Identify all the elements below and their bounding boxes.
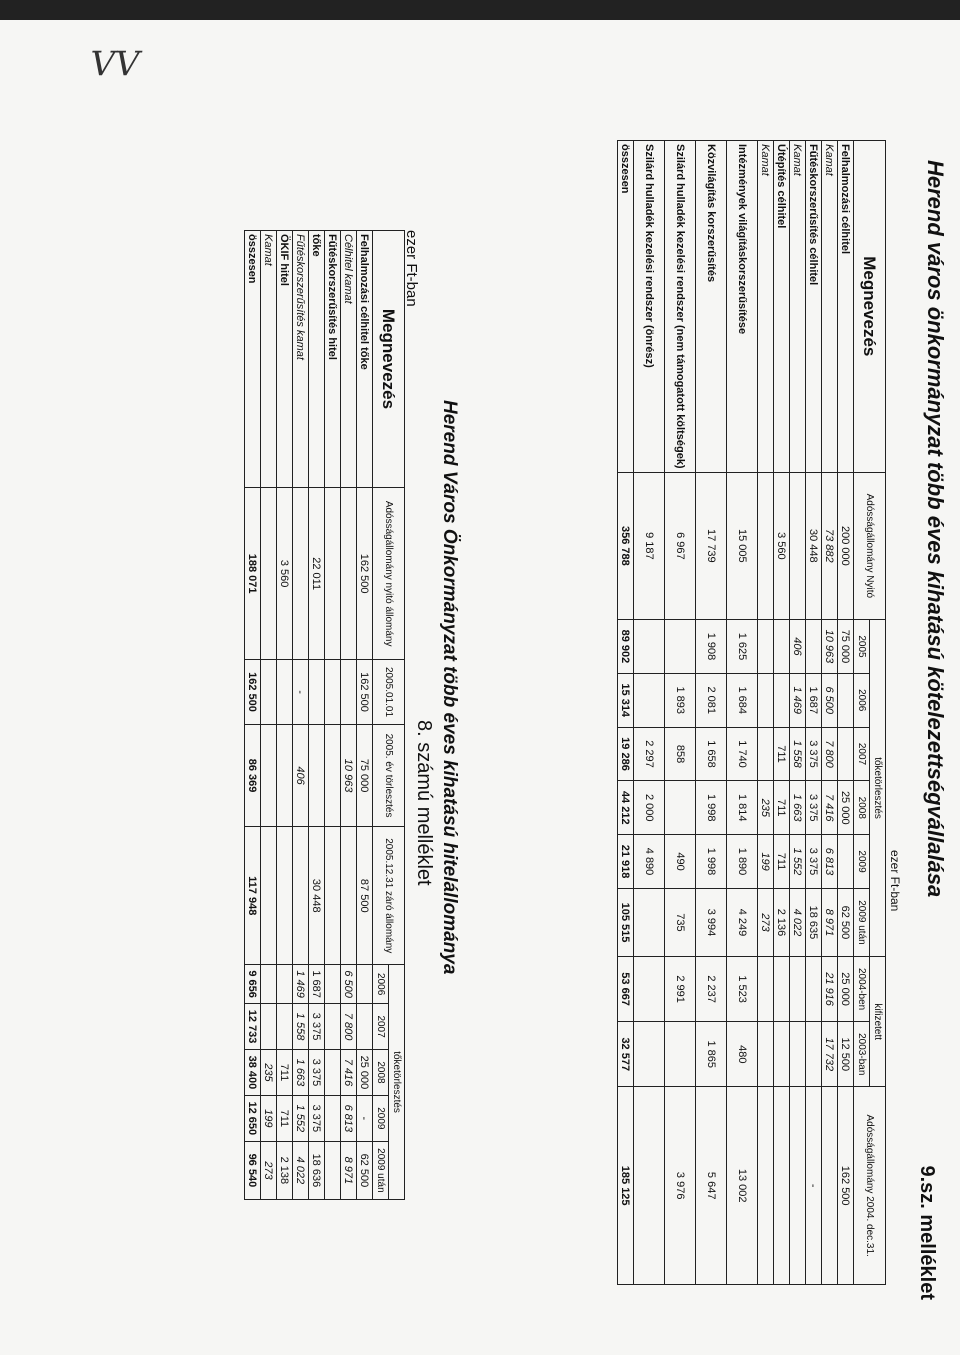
cell-value: 1 558 <box>790 727 806 781</box>
cell-value: 1 552 <box>293 1095 309 1141</box>
col-paid-year: 2004-ben <box>854 957 870 1022</box>
cell-value <box>758 957 774 1022</box>
cell-value: 44 212 <box>618 781 634 835</box>
cell-value: 15 005 <box>727 472 758 619</box>
col-open-header: Adósságállomány Nyitó <box>854 472 886 619</box>
cell-value: - <box>357 1095 373 1141</box>
cell-value: 1 908 <box>696 620 727 674</box>
cell-value: 1 890 <box>727 835 758 889</box>
cell-value: 199 <box>758 835 774 889</box>
cell-value: 1 998 <box>696 835 727 889</box>
cell-value: 38 400 <box>245 1050 261 1096</box>
cell-value <box>838 673 854 727</box>
col-header: 2005. év törlesztés <box>373 724 405 827</box>
row-label: Fűtéskorszerűsítés célhitel <box>806 141 822 473</box>
cell-value: 273 <box>758 888 774 956</box>
cell-value <box>634 957 665 1022</box>
cell-value: 162 500 <box>245 660 261 724</box>
annex-label: 9.sz. melléklet <box>916 1165 938 1300</box>
row-label: Fűtéskorszerűsítés kamat <box>293 231 309 488</box>
cell-value: 10 963 <box>822 620 838 674</box>
cell-value: 3 994 <box>696 888 727 956</box>
cell-value: 235 <box>758 781 774 835</box>
cell-value: 7 416 <box>822 781 838 835</box>
cell-value <box>774 673 790 727</box>
table-row <box>261 231 277 1200</box>
cell-value: 1 684 <box>727 673 758 727</box>
col-header: Adósságállomány nyitó állomány <box>373 488 405 660</box>
cell-value <box>838 835 854 889</box>
cell-value: 1 552 <box>790 835 806 889</box>
col-group-repay: tőketörlesztés <box>389 965 405 1200</box>
cell-value: 480 <box>727 1022 758 1087</box>
cell-value <box>277 965 293 1004</box>
cell-value: 17 732 <box>822 1022 838 1087</box>
cell-value: 86 369 <box>245 724 261 827</box>
cell-value <box>357 965 373 1004</box>
cell-value: 6 967 <box>665 472 696 619</box>
cell-value: 711 <box>774 835 790 889</box>
cell-value <box>325 1141 341 1199</box>
cell-value <box>325 1095 341 1141</box>
cell-value <box>790 472 806 619</box>
cell-value: 162 500 <box>357 660 373 724</box>
cell-value <box>806 957 822 1022</box>
cell-value: 8 971 <box>341 1141 357 1199</box>
cell-value: 9 656 <box>245 965 261 1004</box>
cell-value: 1 625 <box>727 620 758 674</box>
table-row <box>758 141 774 1285</box>
cell-value: 235 <box>261 1050 277 1096</box>
cell-value: 162 500 <box>838 1087 854 1285</box>
row-label: Kamat <box>758 141 774 473</box>
col-year: 2009 <box>854 835 870 889</box>
cell-value <box>293 488 309 660</box>
cell-value: 62 500 <box>838 888 854 956</box>
cell-value: 30 448 <box>309 827 325 965</box>
col-year: 2006 <box>854 673 870 727</box>
cell-value: 2 991 <box>665 957 696 1022</box>
cell-value <box>758 727 774 781</box>
cell-value: 105 515 <box>618 888 634 956</box>
cell-value: 3 560 <box>277 488 293 660</box>
cell-value <box>758 1022 774 1087</box>
cell-value <box>806 1022 822 1087</box>
doc-title: Herend város önkormányzat több éves kihatású kötelezettségvállalása <box>923 160 948 898</box>
cell-value: 185 125 <box>618 1087 634 1285</box>
unit-label: ezer Ft-ban <box>888 850 902 912</box>
cell-value <box>325 488 341 660</box>
cell-value: 12 500 <box>838 1022 854 1087</box>
row-label: ÖKIF hitel <box>277 231 293 488</box>
col-year: 2005 <box>854 620 870 674</box>
cell-value: 3 375 <box>309 1095 325 1141</box>
doc2-title: Herend Város Önkormányzat több éves kihatású hitelállománya <box>439 400 460 975</box>
row-label: Közvilágítás korszerűsítés <box>696 141 727 473</box>
col-name-header: Megnevezés <box>373 231 405 488</box>
col-year: 2007 <box>373 1004 389 1050</box>
cell-value <box>341 488 357 660</box>
cell-value <box>309 724 325 827</box>
cell-value: 188 071 <box>245 488 261 660</box>
col-year: 2009 után <box>854 888 870 956</box>
table-row <box>634 141 665 1285</box>
cell-value <box>341 827 357 965</box>
cell-value: 6 813 <box>822 835 838 889</box>
cell-value: 89 902 <box>618 620 634 674</box>
cell-value: 490 <box>665 835 696 889</box>
cell-value: 9 187 <box>634 472 665 619</box>
row-label: Intézmények világításkorszerűsítése <box>727 141 758 473</box>
cell-value <box>634 620 665 674</box>
cell-value: 17 739 <box>696 472 727 619</box>
cell-value: 3 976 <box>665 1087 696 1285</box>
row-label: Kamat <box>822 141 838 473</box>
cell-value <box>758 673 774 727</box>
cell-value <box>277 660 293 724</box>
cell-value: 18 635 <box>806 888 822 956</box>
row-label: Kamat <box>790 141 806 473</box>
table-row <box>806 141 822 1285</box>
annex2-label: 8. számú melléklet <box>413 720 435 886</box>
cell-value: 356 788 <box>618 472 634 619</box>
cell-value: 22 011 <box>309 488 325 660</box>
cell-value: 21 918 <box>618 835 634 889</box>
col-year: 2008 <box>854 781 870 835</box>
commitments-table-body <box>618 141 854 1285</box>
cell-value <box>838 727 854 781</box>
cell-value: 1 663 <box>293 1050 309 1096</box>
cell-value: 858 <box>665 727 696 781</box>
cell-value: 2 000 <box>634 781 665 835</box>
cell-value: 1 523 <box>727 957 758 1022</box>
cell-value <box>806 620 822 674</box>
cell-value <box>261 660 277 724</box>
cell-value <box>822 1087 838 1285</box>
cell-value: 4 249 <box>727 888 758 956</box>
row-label: Fűtéskorszerűsítés hitel <box>325 231 341 488</box>
cell-value: 62 500 <box>357 1141 373 1199</box>
table-row <box>774 141 790 1285</box>
cell-value: 3 375 <box>806 835 822 889</box>
cell-value: 25 000 <box>838 957 854 1022</box>
row-label: Kamat <box>261 231 277 488</box>
cell-value: 5 647 <box>696 1087 727 1285</box>
handwritten-mark: VV <box>90 44 140 85</box>
cell-value: 19 286 <box>618 727 634 781</box>
cell-value: 1 740 <box>727 727 758 781</box>
cell-value: 3 375 <box>806 781 822 835</box>
scan-edge <box>0 0 960 20</box>
col-year: 2008 <box>373 1050 389 1096</box>
cell-value <box>293 827 309 965</box>
cell-value: - <box>806 1087 822 1285</box>
cell-value <box>758 472 774 619</box>
cell-value <box>277 827 293 965</box>
cell-value: 12 733 <box>245 1004 261 1050</box>
cell-value: 53 667 <box>618 957 634 1022</box>
cell-value <box>341 660 357 724</box>
col-year: 2006 <box>373 965 389 1004</box>
cell-value <box>357 1004 373 1050</box>
cell-value: 1 865 <box>696 1022 727 1087</box>
cell-value <box>325 660 341 724</box>
col-group-paid: kifizetett <box>870 957 886 1087</box>
cell-value <box>665 781 696 835</box>
cell-value: 117 948 <box>245 827 261 965</box>
cell-value <box>758 620 774 674</box>
table-row <box>293 231 309 1200</box>
loans-table <box>244 230 405 1200</box>
cell-value: 406 <box>293 724 309 827</box>
cell-value <box>634 1022 665 1087</box>
cell-value: 1 687 <box>806 673 822 727</box>
cell-value: 1 663 <box>790 781 806 835</box>
row-label: Útépítés célhitel <box>774 141 790 473</box>
cell-value: 75 000 <box>357 724 373 827</box>
loans-table-body <box>245 231 373 1200</box>
cell-value <box>309 660 325 724</box>
cell-value <box>774 1022 790 1087</box>
cell-value <box>790 1022 806 1087</box>
cell-value <box>634 1087 665 1285</box>
table-row <box>838 141 854 1285</box>
cell-value: 1 998 <box>696 781 727 835</box>
cell-value <box>758 1087 774 1285</box>
cell-value: 10 963 <box>341 724 357 827</box>
cell-value: 3 560 <box>774 472 790 619</box>
col-year: 2009 után <box>373 1141 389 1199</box>
cell-value: 711 <box>774 781 790 835</box>
cell-value <box>261 488 277 660</box>
cell-value: 1 469 <box>790 673 806 727</box>
col-name-header: Megnevezés <box>854 141 886 473</box>
cell-value: 273 <box>261 1141 277 1199</box>
cell-value: - <box>293 660 309 724</box>
table-row <box>790 141 806 1285</box>
col-header: 2005.12.31 záró állomány <box>373 827 405 965</box>
cell-value: 4 890 <box>634 835 665 889</box>
cell-value: 6 500 <box>822 673 838 727</box>
cell-value <box>634 673 665 727</box>
cell-value <box>665 1022 696 1087</box>
row-label: összesen <box>618 141 634 473</box>
cell-value <box>774 620 790 674</box>
row-label: Felhalmozási célhitel <box>838 141 854 473</box>
cell-value <box>790 957 806 1022</box>
cell-value: 2 136 <box>774 888 790 956</box>
table-row <box>357 231 373 1200</box>
col-header: 2005.01.01 <box>373 660 405 724</box>
cell-value <box>774 1087 790 1285</box>
cell-value: 25 000 <box>357 1050 373 1096</box>
cell-value: 2 297 <box>634 727 665 781</box>
cell-value: 1 558 <box>293 1004 309 1050</box>
col-year: 2009 <box>373 1095 389 1141</box>
cell-value <box>325 724 341 827</box>
col-group-repay: tőketörlesztés <box>870 620 886 957</box>
cell-value: 7 800 <box>822 727 838 781</box>
unit2-label: ezer Ft-ban <box>403 230 420 307</box>
cell-value <box>634 888 665 956</box>
cell-value: 3 375 <box>309 1050 325 1096</box>
cell-value: 6 500 <box>341 965 357 1004</box>
row-label: Célhitel kamat <box>341 231 357 488</box>
cell-value: 735 <box>665 888 696 956</box>
cell-value: 711 <box>774 727 790 781</box>
cell-value <box>665 620 696 674</box>
cell-value: 6 813 <box>341 1095 357 1141</box>
table-row <box>618 141 634 1285</box>
cell-value: 1 687 <box>309 965 325 1004</box>
cell-value <box>277 724 293 827</box>
cell-value <box>325 1004 341 1050</box>
table-row <box>665 141 696 1285</box>
cell-value: 13 002 <box>727 1087 758 1285</box>
cell-value <box>261 1004 277 1050</box>
cell-value: 200 000 <box>838 472 854 619</box>
cell-value <box>261 724 277 827</box>
cell-value <box>325 1050 341 1096</box>
cell-value: 199 <box>261 1095 277 1141</box>
cell-value <box>277 1004 293 1050</box>
commitments-table <box>617 140 886 1285</box>
row-label: Felhalmozási célhitel tőke <box>357 231 373 488</box>
row-label: Szilárd hulladék kezelési rendszer (önrész) <box>634 141 665 473</box>
row-label: Szilárd hulladék kezelési rendszer (nem támogatott költségek) <box>665 141 696 473</box>
cell-value: 18 636 <box>309 1141 325 1199</box>
cell-value: 4 022 <box>790 888 806 956</box>
cell-value: 30 448 <box>806 472 822 619</box>
cell-value: 711 <box>277 1095 293 1141</box>
table-row <box>245 231 261 1200</box>
cell-value: 2 138 <box>277 1141 293 1199</box>
cell-value: 87 500 <box>357 827 373 965</box>
row-label: tőke <box>309 231 325 488</box>
cell-value: 3 375 <box>309 1004 325 1050</box>
table-row <box>277 231 293 1200</box>
cell-value <box>325 965 341 1004</box>
cell-value: 1 658 <box>696 727 727 781</box>
cell-value <box>774 957 790 1022</box>
cell-value: 406 <box>790 620 806 674</box>
cell-value: 1 469 <box>293 965 309 1004</box>
cell-value: 1 814 <box>727 781 758 835</box>
col-close-header: Adósságállomány 2004. dec.31. <box>854 1087 886 1285</box>
cell-value: 711 <box>277 1050 293 1096</box>
col-paid-year: 2003-ban <box>854 1022 870 1087</box>
cell-value <box>790 1087 806 1285</box>
cell-value: 3 375 <box>806 727 822 781</box>
cell-value: 32 577 <box>618 1022 634 1087</box>
table-row <box>325 231 341 1200</box>
col-year: 2007 <box>854 727 870 781</box>
cell-value: 4 022 <box>293 1141 309 1199</box>
table-row <box>822 141 838 1285</box>
table-row <box>341 231 357 1200</box>
cell-value: 2 081 <box>696 673 727 727</box>
cell-value: 96 540 <box>245 1141 261 1199</box>
table-row <box>727 141 758 1285</box>
cell-value: 8 971 <box>822 888 838 956</box>
cell-value <box>325 827 341 965</box>
cell-value: 21 916 <box>822 957 838 1022</box>
cell-value: 25 000 <box>838 781 854 835</box>
cell-value: 7 416 <box>341 1050 357 1096</box>
cell-value: 7 800 <box>341 1004 357 1050</box>
table-row <box>696 141 727 1285</box>
table-row <box>309 231 325 1200</box>
cell-value <box>261 965 277 1004</box>
cell-value: 162 500 <box>357 488 373 660</box>
cell-value: 1 893 <box>665 673 696 727</box>
cell-value <box>261 827 277 965</box>
cell-value: 73 882 <box>822 472 838 619</box>
cell-value: 2 237 <box>696 957 727 1022</box>
cell-value: 12 650 <box>245 1095 261 1141</box>
cell-value: 15 314 <box>618 673 634 727</box>
cell-value: 75 000 <box>838 620 854 674</box>
row-label: összesen <box>245 231 261 488</box>
